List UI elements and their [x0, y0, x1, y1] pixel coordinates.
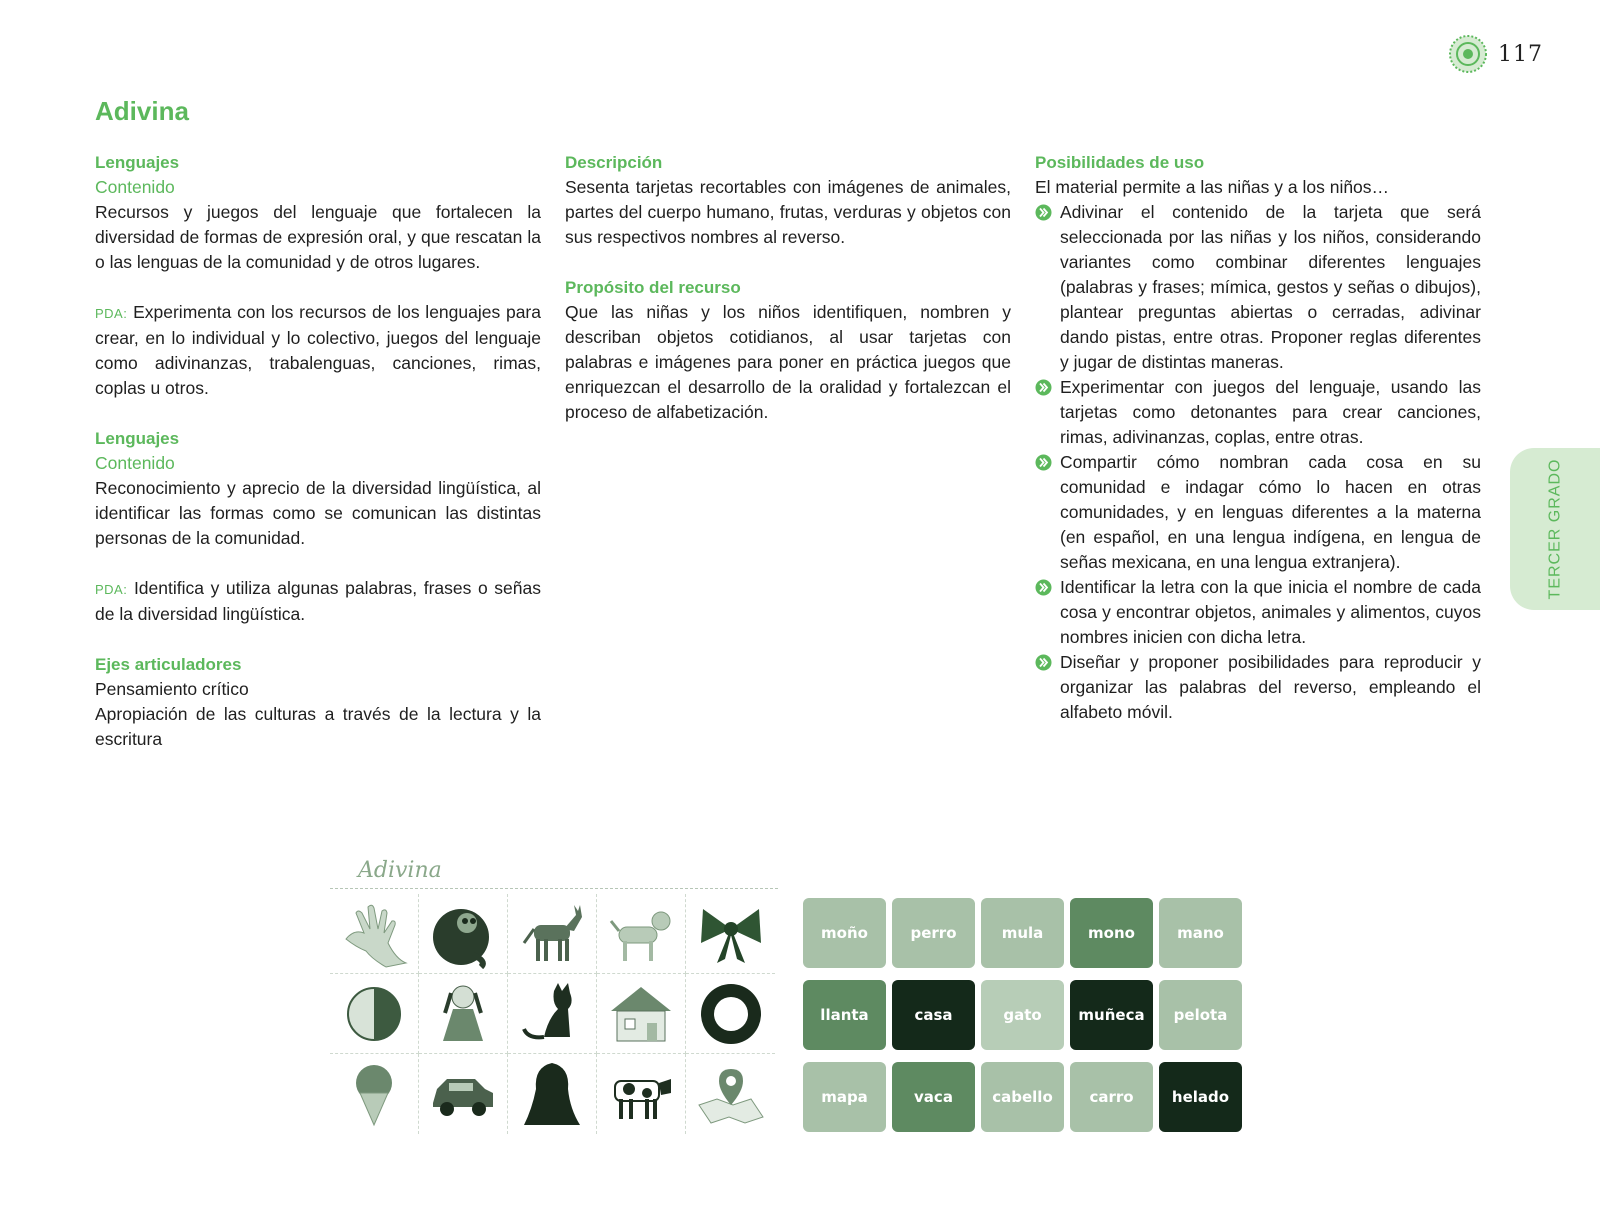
word-card: perro — [892, 898, 975, 968]
chevron-bullet-icon — [1035, 654, 1052, 671]
pda-text: Identifica y utiliza algunas palabras, frases o señas de la diversidad lingüística. — [95, 578, 541, 624]
picture-card — [686, 1054, 775, 1134]
left-column — [95, 150, 541, 752]
picture-card — [597, 894, 686, 974]
chevron-bullet-icon — [1035, 579, 1052, 596]
picture-grid — [330, 894, 775, 1134]
picture-card — [508, 894, 597, 974]
right-column — [1035, 150, 1481, 725]
section-heading: Lenguajes — [95, 429, 180, 448]
list-item-text: Identificar la letra con la que inicia el nombre de cada cosa y encontrar objetos, animales y alimentos, cuyos nombres inicien con dicha letra. — [1060, 577, 1481, 647]
picture-card — [419, 1054, 508, 1134]
list-item — [1035, 375, 1481, 450]
chevron-bullet-icon — [1035, 379, 1052, 396]
picture-card-sheet — [330, 858, 778, 1134]
cow-icon — [603, 1059, 679, 1129]
word-card: mano — [1159, 898, 1242, 968]
uses-heading: Posibilidades de uso — [1035, 153, 1205, 172]
sun-logo-icon — [1448, 34, 1488, 74]
content-text: Recursos y juegos del lenguaje que fortalecen la diversidad de formas de expresión oral, y que rescatan la o las lenguas de la comunidad y de otros lugares. — [95, 202, 541, 272]
axis-item: Apropiación de las culturas a través de la lectura y la escritura — [95, 704, 541, 749]
list-item-text: Diseñar y proponer posibilidades para reproducir y organizar las palabras del reverso, empleando el alfabeto móvil. — [1060, 652, 1481, 722]
cut-line — [330, 888, 778, 889]
pda-text: Experimenta con los recursos de los lenguajes para crear, en lo individual y lo colectivo, juegos del lenguaje como adivinanzas, trabalenguas, canciones, rimas, coplas u otros. — [95, 302, 541, 398]
uses-list — [1035, 200, 1481, 725]
hair-icon — [514, 1059, 590, 1129]
pda-paragraph — [95, 576, 541, 627]
section-subheading: Contenido — [95, 453, 175, 473]
axes-heading: Ejes articuladores — [95, 655, 242, 674]
list-item — [1035, 450, 1481, 575]
chevron-bullet-icon — [1035, 204, 1052, 221]
map-icon — [693, 1059, 769, 1129]
section-heading: Lenguajes — [95, 153, 180, 172]
word-card: helado — [1159, 1062, 1242, 1132]
dog-icon — [603, 899, 679, 969]
picture-card — [419, 974, 508, 1054]
word-card: pelota — [1159, 980, 1242, 1050]
content-text: Reconocimiento y aprecio de la diversidad lingüística, al identificar las formas como se comunican las distintas personas de la comunidad. — [95, 478, 541, 548]
pda-label: PDA: — [95, 582, 128, 597]
word-card: carro — [1070, 1062, 1153, 1132]
page-title: Adivina — [95, 96, 189, 126]
house-icon — [603, 979, 679, 1049]
picture-card — [686, 894, 775, 974]
page-number: 117 — [1498, 41, 1543, 67]
word-card: casa — [892, 980, 975, 1050]
list-item — [1035, 650, 1481, 725]
donkey-icon — [514, 899, 590, 969]
word-card: mula — [981, 898, 1064, 968]
tire-icon — [693, 979, 769, 1049]
middle-column — [565, 150, 1011, 425]
picture-card — [330, 974, 419, 1054]
list-item-text: Compartir cómo nombran cada cosa en su comunidad e indagar cómo lo hacen en otras comunidades, y en lenguas diferentes a la materna (en español, en una lengua indígena, en lengua de señas mexicana, en una lengua extranjera). — [1060, 452, 1481, 572]
word-card-grid — [803, 898, 1242, 1132]
picture-card — [419, 894, 508, 974]
picture-card — [508, 974, 597, 1054]
list-item-text: Experimentar con juegos del lenguaje, usando las tarjetas como detonantes para crear canciones, rimas, adivinanzas, coplas, entre otras. — [1060, 377, 1481, 447]
picture-card — [508, 1054, 597, 1134]
picture-card — [686, 974, 775, 1054]
grade-side-tab — [1510, 448, 1600, 610]
word-card: llanta — [803, 980, 886, 1050]
axis-item: Pensamiento crítico — [95, 679, 249, 699]
picture-card — [597, 1054, 686, 1134]
picture-card — [597, 974, 686, 1054]
uses-intro: El material permite a las niñas y a los niños… — [1035, 177, 1390, 197]
hand-icon — [336, 899, 412, 969]
card-sheet-title: Adivina — [358, 858, 442, 883]
chevron-bullet-icon — [1035, 454, 1052, 471]
picture-card — [330, 894, 419, 974]
list-item — [1035, 200, 1481, 375]
purpose-heading: Propósito del recurso — [565, 278, 741, 297]
word-card: gato — [981, 980, 1064, 1050]
bow-icon — [693, 899, 769, 969]
pda-paragraph — [95, 300, 541, 401]
description-heading: Descripción — [565, 153, 663, 172]
doll-icon — [425, 979, 501, 1049]
page-header — [1448, 34, 1543, 74]
word-card: mono — [1070, 898, 1153, 968]
pda-label: PDA: — [95, 306, 128, 321]
grade-label: TERCER GRADO — [1546, 458, 1563, 600]
word-card: muñeca — [1070, 980, 1153, 1050]
word-card: vaca — [892, 1062, 975, 1132]
word-card: moño — [803, 898, 886, 968]
list-item — [1035, 575, 1481, 650]
section-subheading: Contenido — [95, 177, 175, 197]
car-icon — [425, 1059, 501, 1129]
word-card: cabello — [981, 1062, 1064, 1132]
ball-icon — [336, 979, 412, 1049]
monkey-icon — [425, 899, 501, 969]
purpose-text: Que las niñas y los niños identifiquen, nombren y describan objetos cotidianos, al usar tarjetas con palabras e imágenes para poner en práctica juegos que enriquezcan el desarrollo de la oralidad y fortalezcan el proceso de alfabetización. — [565, 302, 1011, 422]
description-text: Sesenta tarjetas recortables con imágenes de animales, partes del cuerpo humano, frutas, verduras y objetos con sus respectivos nombres al reverso. — [565, 177, 1011, 247]
icecream-icon — [336, 1059, 412, 1129]
picture-card — [330, 1054, 419, 1134]
cat-icon — [514, 979, 590, 1049]
list-item-text: Adivinar el contenido de la tarjeta que será seleccionada por las niñas y los niños, considerando variantes como combinar diferentes lenguajes (palabras y frases; mímica, gestos y señas o dibujos), plantear preguntas abiertas o cerradas, adivinar dando pistas, entre otras. Proponer reglas diferentes y jugar de distintas maneras. — [1060, 202, 1481, 372]
word-card: mapa — [803, 1062, 886, 1132]
